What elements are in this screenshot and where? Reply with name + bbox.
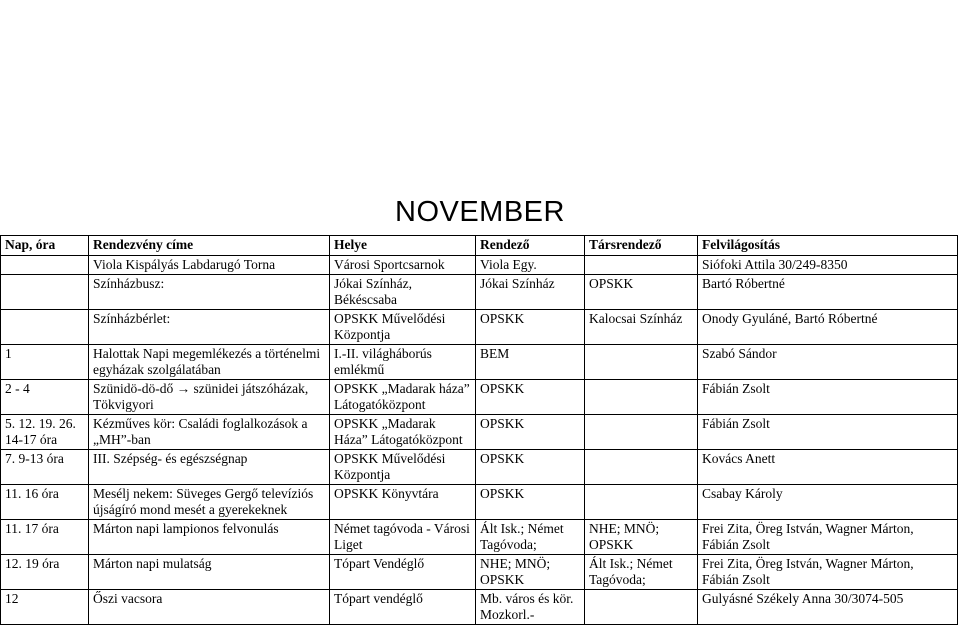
cell-cim: Színházbusz: [89,275,330,310]
cell-info: Onody Gyuláné, Bartó Róbertné [698,310,958,345]
table-row [1,256,958,275]
cell-nap: 7. 9-13 óra [1,450,89,485]
cell-helye: Tópart Vendéglő [330,555,476,590]
cell-rendezo: NHE; MNÖ; OPSKK [476,555,585,590]
table-row [1,310,958,345]
cell-rendezo: Mb. város és kör. Mozkorl.- [476,590,585,625]
events-table [0,235,958,625]
cell-cim: Mesélj nekem: Süveges Gergő televíziós újságíró mond mesét a gyerekeknek [89,485,330,520]
table-row [1,450,958,485]
header-nap: Nap, óra [1,236,89,256]
cell-tars [585,450,698,485]
cell-nap: 11. 16 óra [1,485,89,520]
table-header-row [1,236,958,256]
cell-helye: OPSKK Könyvtára [330,485,476,520]
cell-helye: OPSKK „Madarak háza” Látogatóközpont [330,380,476,415]
cell-tars: OPSKK [585,275,698,310]
cell-rendezo: BEM [476,345,585,380]
cell-tars: Ált Isk.; Német Tagóvoda; [585,555,698,590]
cell-info: Siófoki Attila 30/249-8350 [698,256,958,275]
cell-rendezo: OPSKK [476,485,585,520]
cell-cim: Szünidö-dö-dő → szünidei játszóházak, Tökvigyori [89,380,330,415]
table-row [1,555,958,590]
cell-info: Frei Zita, Öreg István, Wagner Márton, Fábián Zsolt [698,555,958,590]
cell-rendezo: OPSKK [476,415,585,450]
table-row [1,345,958,380]
cell-nap [1,275,89,310]
table-row [1,590,958,625]
cell-helye: Városi Sportcsarnok [330,256,476,275]
cell-info: Szabó Sándor [698,345,958,380]
header-helye: Helye [330,236,476,256]
cell-nap: 12 [1,590,89,625]
cell-rendezo: OPSKK [476,380,585,415]
cell-cim: Viola Kispályás Labdarugó Torna [89,256,330,275]
cell-tars [585,345,698,380]
cell-tars [585,590,698,625]
cell-nap: 12. 19 óra [1,555,89,590]
cell-helye: Német tagóvoda - Városi Liget [330,520,476,555]
cell-info: Fábián Zsolt [698,380,958,415]
cell-tars [585,415,698,450]
cell-cim: Márton napi lampionos felvonulás [89,520,330,555]
cell-rendezo: OPSKK [476,310,585,345]
cell-rendezo: OPSKK [476,450,585,485]
cell-info: Frei Zita, Öreg István, Wagner Márton, Fábián Zsolt [698,520,958,555]
cell-rendezo: Viola Egy. [476,256,585,275]
cell-helye: I.-II. világháborús emlékmű [330,345,476,380]
table-row [1,275,958,310]
cell-tars [585,256,698,275]
cell-helye: Tópart vendéglő [330,590,476,625]
cell-rendezo: Ált Isk.; Német Tagóvoda; [476,520,585,555]
cell-info: Gulyásné Székely Anna 30/3074-505 [698,590,958,625]
cell-nap: 2 - 4 [1,380,89,415]
cell-tars: Kalocsai Színház [585,310,698,345]
cell-cim: Márton napi mulatság [89,555,330,590]
table-row [1,415,958,450]
cell-cim: Színházbérlet: [89,310,330,345]
header-felvilagositas: Felvilágosítás [698,236,958,256]
cell-nap [1,310,89,345]
page-title: NOVEMBER [395,196,565,228]
cell-info: Csabay Károly [698,485,958,520]
cell-nap: 5. 12. 19. 26. 14-17 óra [1,415,89,450]
cell-cim: Halottak Napi megemlékezés a történelmi egyházak szolgálatában [89,345,330,380]
cell-helye: OPSKK „Madarak Háza” Látogatóközpont [330,415,476,450]
cell-info: Bartó Róbertné [698,275,958,310]
cell-helye: OPSKK Művelődési Központja [330,450,476,485]
cell-cim: Őszi vacsora [89,590,330,625]
table-row [1,380,958,415]
cell-helye: OPSKK Művelődési Központja [330,310,476,345]
cell-tars: NHE; MNÖ; OPSKK [585,520,698,555]
header-rendezo: Rendező [476,236,585,256]
cell-rendezo: Jókai Színház [476,275,585,310]
table-row [1,485,958,520]
header-tarsrendezo: Társrendező [585,236,698,256]
cell-nap: 1 [1,345,89,380]
cell-info: Fábián Zsolt [698,415,958,450]
cell-nap [1,256,89,275]
cell-cim: III. Szépség- és egészségnap [89,450,330,485]
cell-tars [585,485,698,520]
cell-helye: Jókai Színház, Békéscsaba [330,275,476,310]
cell-nap: 11. 17 óra [1,520,89,555]
table-row [1,520,958,555]
header-cim: Rendezvény címe [89,236,330,256]
cell-info: Kovács Anett [698,450,958,485]
cell-cim: Kézműves kör: Családi foglalkozások a „MH”-ban [89,415,330,450]
cell-tars [585,380,698,415]
